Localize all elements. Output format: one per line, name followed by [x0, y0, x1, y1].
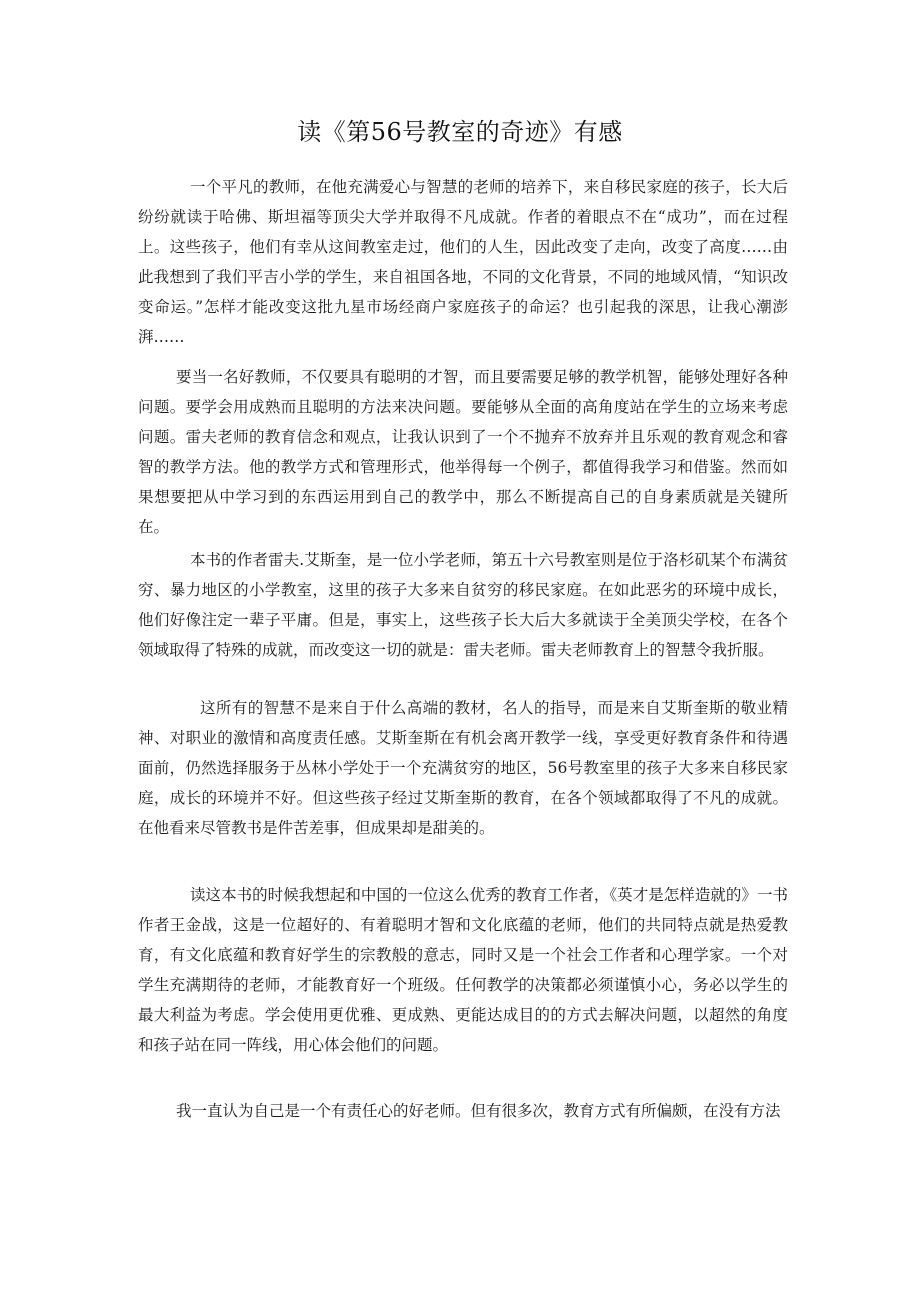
paragraph-1: 一个平凡的教师，在他充满爱心与智慧的老师的培养下，来自移民家庭的孩子，长大后纷纷就读于哈佛、斯坦福等顶尖大学并取得不凡成就。作者的着眼点不在“成功”，而在过程上。这些孩子，他们有幸从这间教室走过，他们的人生，因此改变了走向，改变了高度……由此我想到了我们平吉小学的学生，来自祖国各地，不同的文化背景，不同的地域风情，“知识改变命运。”怎样才能改变这批九星市场经商户家庭孩子的命运？也引起我的深思，让我心潮澎湃…… [138, 178, 788, 346]
paragraph-4: 这所有的智慧不是来自于什么高端的教材，名人的指导，而是来自艾斯奎斯的敬业精神、对职业的激情和高度责任感。艾斯奎斯在有机会离开教学一线，享受更好教育条件和待遇面前，仍然选择服务于丛林小学处于一个充满贫穷的地区，56号教室里的孩子大多来自移民家庭，成长的环境并不好。但这些孩子经过艾斯奎斯的教育，在各个领域都取得了不凡的成就。在他看来尽管教书是件苦差事，但成果却是甜美的。 [138, 699, 788, 837]
paragraph-5: 读这本书的时候我想起和中国的一位这么优秀的教育工作者，《英才是怎样造就的》一书作者王金战，这是一位超好的、有着聪明才智和文化底蕴的老师，他们的共同特点就是热爱教育，有文化底蕴和教育好学生的宗教般的意志，同时又是一个社会工作者和心理学家。一个对学生充满期待的老师，才能教育好一个班级。任何教学的决策都必须谨慎小心，务必以学生的最大利益为考虑。学会使用更优雅、更成熟、更能达成目的的方式去解决问题，以超然的角度和孩子站在同一阵线，用心体会他们的问题。 [138, 886, 788, 1054]
paragraph-6: 我一直认为自己是一个有责任心的好老师。但有很多次，教育方式有所偏颇，在没有方法 [176, 1102, 781, 1120]
document-title: 读《第56号教室的奇迹》有感 [297, 118, 623, 146]
paragraph-2: 要当一名好教师，不仅要具有聪明的才智，而且要需要足够的教学机智，能够处理好各种问题。要学会用成熟而且聪明的方法来决问题。要能够从全面的高角度站在学生的立场来考虑问题。雷夫老师的教育信念和观点，让我认识到了一个不抛弃不放弃并且乐观的教育观念和睿智的教学方法。他的教学方式和管理形式，他举得每一个例子，都值得我学习和借鉴。然而如果想要把从中学习到的东西运用到自己的教学中，那么不断提高自己的自身素质就是关键所在。 [138, 368, 788, 536]
paragraph-3: 本书的作者雷夫.艾斯奎，是一位小学老师，第五十六号教室则是位于洛杉矶某个布满贫穷、暴力地区的小学教室，这里的孩子大多来自贫穷的移民家庭。在如此恶劣的环境中成长，他们好像注定一辈子平庸。但是，事实上，这些孩子长大后大多就读于全美顶尖学校，在各个领域取得了特殊的成就，而改变这一切的就是：雷夫老师。雷夫老师教育上的智慧令我折服。 [138, 551, 788, 659]
